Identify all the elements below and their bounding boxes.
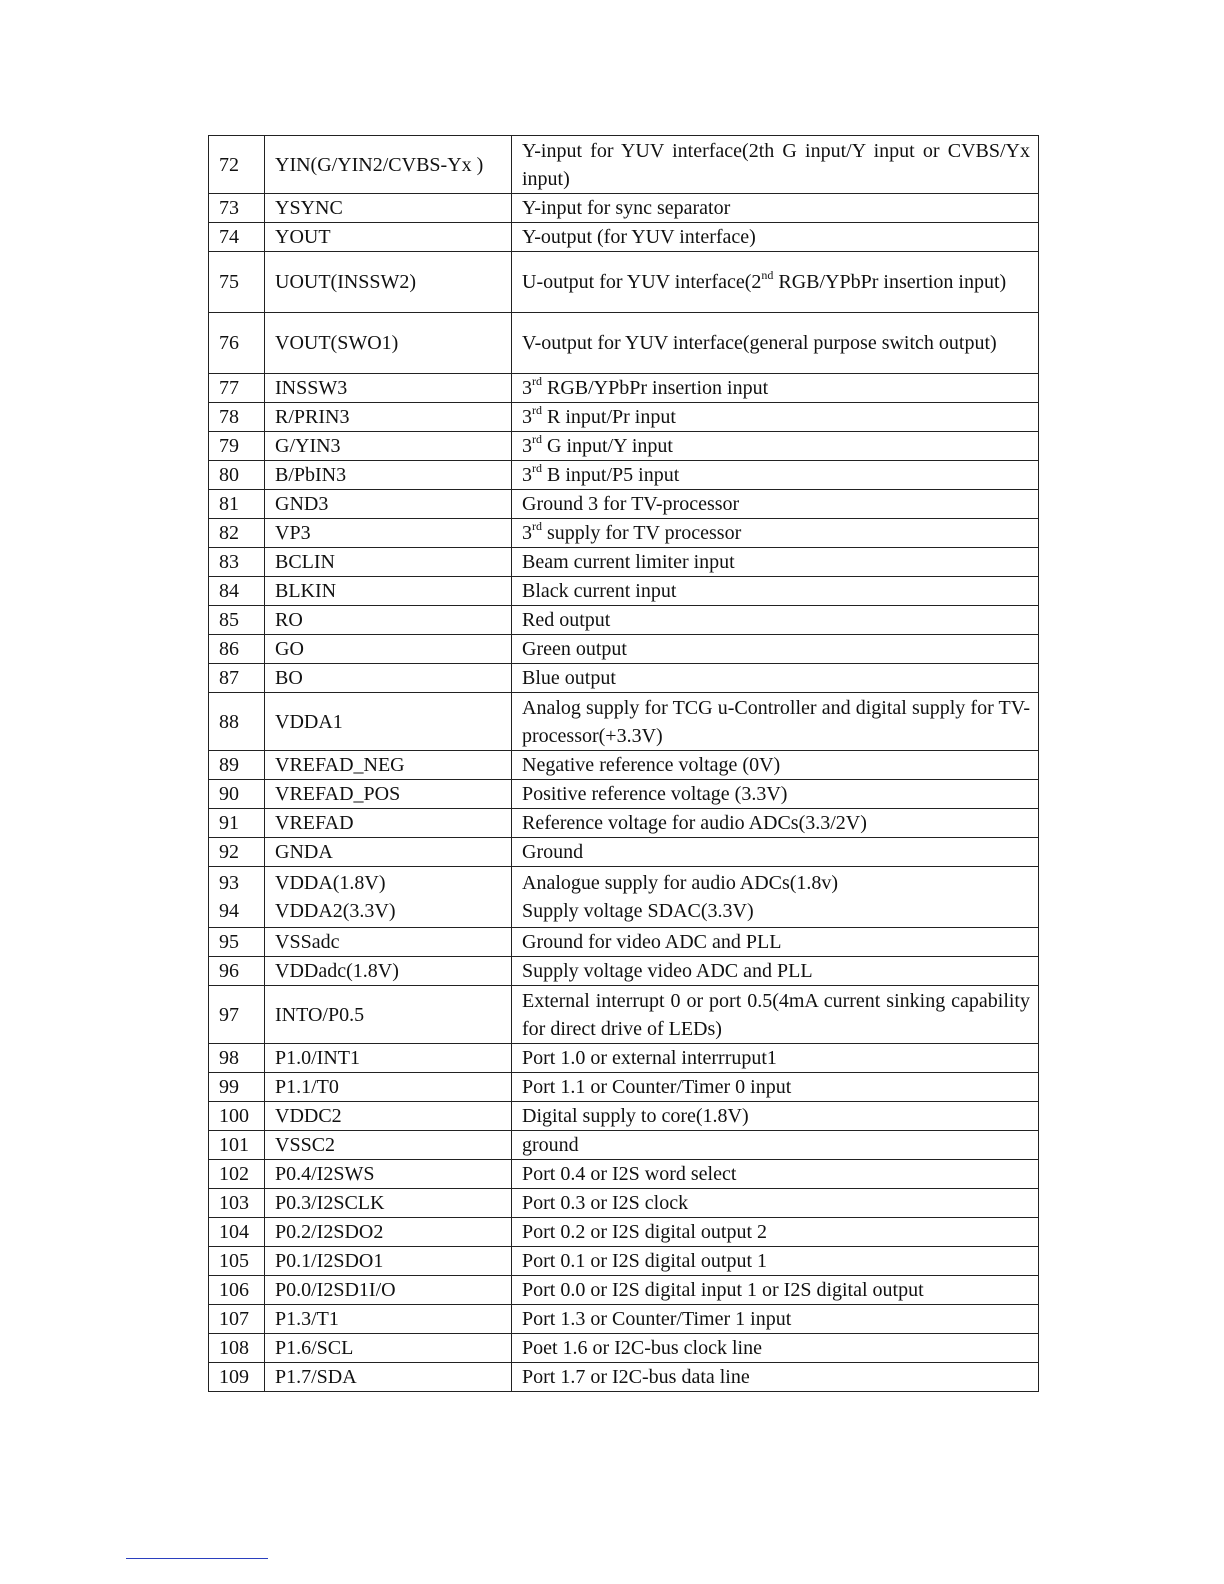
- pin-number: 74: [209, 223, 265, 252]
- table-row: [209, 577, 1039, 606]
- table-row: [209, 957, 1039, 986]
- table-row: [209, 223, 1039, 252]
- pin-number: 97: [209, 986, 265, 1044]
- pin-name: P1.0/INT1: [265, 1044, 512, 1073]
- table-row: [209, 432, 1039, 461]
- pin-name: YIN(G/YIN2/CVBS-Yx ): [265, 136, 512, 194]
- pin-name: GO: [265, 635, 512, 664]
- pin-number: 73: [209, 194, 265, 223]
- pin-number: 78: [209, 403, 265, 432]
- pin-number: 85: [209, 606, 265, 635]
- pin-name: BO: [265, 664, 512, 693]
- pin-description: Port 0.3 or I2S clock: [512, 1189, 1039, 1218]
- pin-number: 103: [209, 1189, 265, 1218]
- ordinal-superscript: rd: [532, 374, 542, 389]
- table-row: [209, 374, 1039, 403]
- table-row: [209, 1305, 1039, 1334]
- pin-description: [512, 403, 1039, 432]
- pin-description: Green output: [512, 635, 1039, 664]
- pin-number: 95: [209, 928, 265, 957]
- pin-name-b: VDDA2(3.3V): [275, 900, 396, 922]
- pin-name: P0.0/I2SD1I/O: [265, 1276, 512, 1305]
- pin-name: VREFAD_NEG: [265, 751, 512, 780]
- pin-number: 82: [209, 519, 265, 548]
- pin-number: 87: [209, 664, 265, 693]
- pin-description: Port 0.0 or I2S digital input 1 or I2S digital output: [512, 1276, 1039, 1305]
- table-row: [209, 664, 1039, 693]
- desc-text: R input/Pr input: [542, 406, 676, 428]
- pin-description: Red output: [512, 606, 1039, 635]
- pin-number: [209, 867, 265, 928]
- table-row: [209, 928, 1039, 957]
- pin-description: Digital supply to core(1.8V): [512, 1102, 1039, 1131]
- pin-name-a: VDDA(1.8V): [275, 872, 386, 894]
- pin-description: Port 1.0 or external interrruput1: [512, 1044, 1039, 1073]
- desc-text: supply for TV processor: [542, 522, 742, 544]
- pin-name: VDDC2: [265, 1102, 512, 1131]
- pin-name: P1.1/T0: [265, 1073, 512, 1102]
- pin-description: [512, 867, 1039, 928]
- pin-description: Port 0.2 or I2S digital output 2: [512, 1218, 1039, 1247]
- pin-name: P1.3/T1: [265, 1305, 512, 1334]
- pin-name: P1.6/SCL: [265, 1334, 512, 1363]
- pin-description: Ground: [512, 838, 1039, 867]
- pin-number: 96: [209, 957, 265, 986]
- pin-name: P0.3/I2SCLK: [265, 1189, 512, 1218]
- table-row: [209, 780, 1039, 809]
- table-row: [209, 1247, 1039, 1276]
- pin-number: 106: [209, 1276, 265, 1305]
- table-row: [209, 751, 1039, 780]
- pin-description: Positive reference voltage (3.3V): [512, 780, 1039, 809]
- pin-name: YSYNC: [265, 194, 512, 223]
- pin-name: RO: [265, 606, 512, 635]
- table-row: [209, 194, 1039, 223]
- pin-description: [512, 432, 1039, 461]
- ordinal-superscript: rd: [532, 403, 542, 418]
- pin-number: 92: [209, 838, 265, 867]
- pin-name: INTO/P0.5: [265, 986, 512, 1044]
- pin-description: Blue output: [512, 664, 1039, 693]
- pin-name: VP3: [265, 519, 512, 548]
- pin-name: G/YIN3: [265, 432, 512, 461]
- pin-number: 81: [209, 490, 265, 519]
- pin-number: 84: [209, 577, 265, 606]
- pin-name: [265, 867, 512, 928]
- desc-text: RGB/YPbPr insertion input): [773, 271, 1007, 293]
- ordinal-superscript: rd: [532, 461, 542, 476]
- pin-number: 102: [209, 1160, 265, 1189]
- pin-name: INSSW3: [265, 374, 512, 403]
- pin-name: BCLIN: [265, 548, 512, 577]
- pin-number: 76: [209, 313, 265, 374]
- pin-number: 79: [209, 432, 265, 461]
- pin-number: 99: [209, 1073, 265, 1102]
- pin-number: 107: [209, 1305, 265, 1334]
- table-row: [209, 548, 1039, 577]
- table-row: [209, 461, 1039, 490]
- pin-name: VDDadc(1.8V): [265, 957, 512, 986]
- table-row: [209, 403, 1039, 432]
- pin-name: VSSadc: [265, 928, 512, 957]
- pin-description: Reference voltage for audio ADCs(3.3/2V): [512, 809, 1039, 838]
- pin-name: P1.7/SDA: [265, 1363, 512, 1392]
- table-row: [209, 693, 1039, 751]
- pin-name: VSSC2: [265, 1131, 512, 1160]
- desc-text: U-output for YUV interface(2: [522, 271, 762, 293]
- pin-description-a: Analogue supply for audio ADCs(1.8v): [522, 872, 839, 894]
- pin-description: External interrupt 0 or port 0.5(4mA current sinking capability for direct drive of LEDs): [512, 986, 1039, 1044]
- table-row: [209, 1276, 1039, 1305]
- pin-description: Port 1.1 or Counter/Timer 0 input: [512, 1073, 1039, 1102]
- table-row: [209, 1189, 1039, 1218]
- pin-number-a: 93: [219, 872, 239, 894]
- pin-description: Port 1.7 or I2C-bus data line: [512, 1363, 1039, 1392]
- pin-number-b: 94: [219, 900, 239, 922]
- table-row: [209, 1160, 1039, 1189]
- pin-description: Analog supply for TCG u-Controller and digital supply for TV-processor(+3.3V): [512, 693, 1039, 751]
- pin-description: Y-output (for YUV interface): [512, 223, 1039, 252]
- pin-description: [512, 252, 1039, 313]
- pin-name: BLKIN: [265, 577, 512, 606]
- pin-name: GNDA: [265, 838, 512, 867]
- footnote-separator-line: [126, 1558, 268, 1559]
- desc-text: RGB/YPbPr insertion input: [542, 377, 769, 399]
- ordinal-superscript: nd: [761, 268, 774, 283]
- pin-number: 100: [209, 1102, 265, 1131]
- pin-number: 105: [209, 1247, 265, 1276]
- pin-number: 90: [209, 780, 265, 809]
- table-row: [209, 1218, 1039, 1247]
- pin-description: Port 0.4 or I2S word select: [512, 1160, 1039, 1189]
- pin-name: VDDA1: [265, 693, 512, 751]
- pin-number: 109: [209, 1363, 265, 1392]
- pin-description: Port 1.3 or Counter/Timer 1 input: [512, 1305, 1039, 1334]
- table-row: [209, 313, 1039, 374]
- desc-text: 3: [522, 377, 532, 399]
- table-row: [209, 1334, 1039, 1363]
- pin-description: Beam current limiter input: [512, 548, 1039, 577]
- pin-number: 72: [209, 136, 265, 194]
- table-row: [209, 867, 1039, 928]
- table-row: [209, 606, 1039, 635]
- pin-description: Port 0.1 or I2S digital output 1: [512, 1247, 1039, 1276]
- table-row: [209, 519, 1039, 548]
- table-row: [209, 1044, 1039, 1073]
- pin-number: 83: [209, 548, 265, 577]
- desc-text: 3: [522, 522, 532, 544]
- pin-name: B/PbIN3: [265, 461, 512, 490]
- table-row: [209, 490, 1039, 519]
- pin-description: Ground for video ADC and PLL: [512, 928, 1039, 957]
- pin-description: Y-input for sync separator: [512, 194, 1039, 223]
- ordinal-superscript: rd: [532, 432, 542, 447]
- pin-description: V-output for YUV interface(general purpose switch output): [512, 313, 1039, 374]
- desc-text: 3: [522, 435, 532, 457]
- table-row: [209, 1131, 1039, 1160]
- pin-name: VREFAD_POS: [265, 780, 512, 809]
- pin-description: Supply voltage video ADC and PLL: [512, 957, 1039, 986]
- desc-text: 3: [522, 464, 532, 486]
- desc-text: B input/P5 input: [542, 464, 680, 486]
- pin-description-b: Supply voltage SDAC(3.3V): [522, 900, 754, 922]
- pin-name: P0.1/I2SDO1: [265, 1247, 512, 1276]
- desc-text: G input/Y input: [542, 435, 673, 457]
- pin-name: R/PRIN3: [265, 403, 512, 432]
- table-row: [209, 1363, 1039, 1392]
- pin-description: ground: [512, 1131, 1039, 1160]
- pin-description: [512, 461, 1039, 490]
- pin-description: Ground 3 for TV-processor: [512, 490, 1039, 519]
- table-row: [209, 838, 1039, 867]
- pin-description: Black current input: [512, 577, 1039, 606]
- table-row: [209, 252, 1039, 313]
- table-row: [209, 136, 1039, 194]
- table-row: [209, 809, 1039, 838]
- pin-number: 104: [209, 1218, 265, 1247]
- pin-description: Negative reference voltage (0V): [512, 751, 1039, 780]
- pin-number: 80: [209, 461, 265, 490]
- table-row: [209, 1073, 1039, 1102]
- pin-description-table: [208, 135, 1039, 1392]
- pin-description: Poet 1.6 or I2C-bus clock line: [512, 1334, 1039, 1363]
- table-row: [209, 986, 1039, 1044]
- pin-name: YOUT: [265, 223, 512, 252]
- pin-name: P0.4/I2SWS: [265, 1160, 512, 1189]
- pin-number: 89: [209, 751, 265, 780]
- pin-description: [512, 374, 1039, 403]
- pin-number: 101: [209, 1131, 265, 1160]
- table-row: [209, 1102, 1039, 1131]
- pin-name: P0.2/I2SDO2: [265, 1218, 512, 1247]
- pin-description: Y-input for YUV interface(2th G input/Y input or CVBS/Yx input): [512, 136, 1039, 194]
- pin-name: UOUT(INSSW2): [265, 252, 512, 313]
- pin-number: 77: [209, 374, 265, 403]
- desc-text: 3: [522, 406, 532, 428]
- pin-number: 75: [209, 252, 265, 313]
- pin-description: [512, 519, 1039, 548]
- pin-number: 108: [209, 1334, 265, 1363]
- pin-name: GND3: [265, 490, 512, 519]
- ordinal-superscript: rd: [532, 519, 542, 534]
- pin-number: 98: [209, 1044, 265, 1073]
- pin-name: VREFAD: [265, 809, 512, 838]
- pin-name: VOUT(SWO1): [265, 313, 512, 374]
- pin-number: 88: [209, 693, 265, 751]
- table-row: [209, 635, 1039, 664]
- pin-number: 86: [209, 635, 265, 664]
- pin-number: 91: [209, 809, 265, 838]
